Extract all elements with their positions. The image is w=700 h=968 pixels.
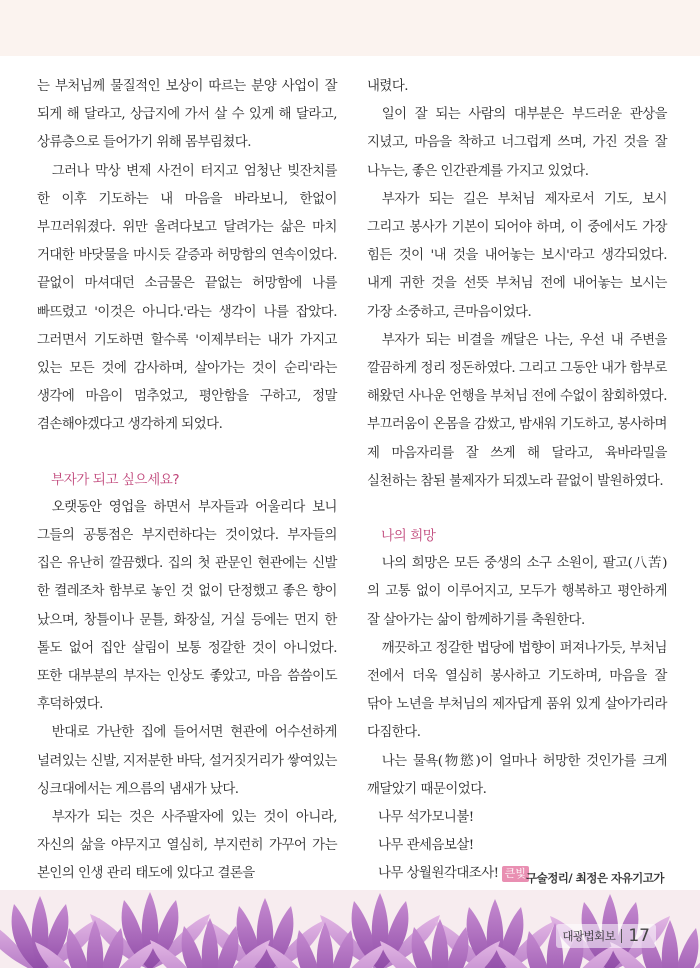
right-paragraph-5: 나의 희망은 모든 중생의 소구 소원이, 팔고(八苦)의 고통 없이 이루어지고, 모두가 행복하고 평안하게 잘 살아가는 삶이 함께하기를 축원한다. bbox=[367, 556, 667, 628]
top-band bbox=[0, 0, 700, 56]
right-paragraph-6: 깨끗하고 정갈한 법당에 법향이 퍼져나가듯, 부처님 전에서 더욱 열심히 봉사하고 기도하며, 마음을 잘 닦아 노년을 부처님의 제자답게 품위 있게 살아가리라 다짐한다. bbox=[367, 640, 667, 741]
section-heading-become-rich: 부자가 되고 싶으세요? bbox=[51, 471, 180, 488]
journal-name: 대광법회보 bbox=[562, 929, 616, 943]
big-bright-badge: 큰빛 bbox=[502, 866, 529, 882]
left-paragraph-1: 는 부처님께 물질적인 보상이 따르는 분양 사업이 잘 되게 해 달라고, 상급지에 가서 살 수 있게 해 달라고, 상류층으로 들어가기 위해 몸부림쳤다. bbox=[37, 79, 337, 151]
page-number: 17 bbox=[628, 926, 650, 946]
right-paragraph-4: 부자가 되는 비결을 깨달은 나는, 우선 내 주변을 깔끔하게 정리 정돈하였다. 그리고 그동안 내가 함부로 해왔던 사나운 언행을 부처님 전에 수없이 참회하였다. 부끄러움이 온몸을 감쌌고, 밤새워 기도하고, 봉사하며 제 마음자리를 잘 쓰게 해 달라고, 육바라밀을 실천하는 참된 불제자가 되겠노라 끝없이 발원하였다. bbox=[367, 332, 667, 489]
left-paragraph-4: 반대로 가난한 집에 들어서면 현관에 어수선하게 널려있는 신발, 지저분한 바닥, 설거짓거리가 쌓여있는 싱크대에서는 게으름의 냄새가 났다. bbox=[37, 725, 337, 797]
chant-line-1: 나무 석가모니불! bbox=[378, 810, 474, 826]
left-paragraph-2: 그러나 막상 변제 사건이 터지고 엄청난 빚잔치를 한 이후 기도하는 내 마음을 바라보니, 한없이 부끄러워졌다. 위만 올려다보고 달려가는 삶은 마치 거대한 바닷물을 마시듯 갈증과 허망함의 연속이었다. 끝없이 마셔대던 소금물은 끝없는 허망함에 나를 빠뜨렸고 '이것은 아니다.'라는 생각이 나를 잡았다. 그러면서 기도하면 할수록 '이제부터는 내가 가지고 있는 모든 것에 감사하며, 살아가는 것이 순리'라는 생각에 마음이 멈추었고, 평안함을 구하고, 정말 겸손해야겠다고 생각하게 되었다. bbox=[37, 163, 337, 433]
chant-line-3-text: 나무 상월원각대조사! bbox=[378, 866, 499, 882]
right-paragraph-2: 일이 잘 되는 사람의 대부분은 부드러운 관상을 지녔고, 마음을 착하고 너그럽게 쓰며, 가진 것을 잘 나누는, 좋은 인간관계를 가지고 있었다. bbox=[367, 107, 667, 179]
right-column bbox=[367, 73, 667, 889]
section-heading-my-hope: 나의 희망 bbox=[381, 528, 436, 545]
footer-divider bbox=[621, 929, 622, 943]
chant-line-2: 나무 관세음보살! bbox=[378, 838, 474, 854]
left-paragraph-3: 오랫동안 영업을 하면서 부자들과 어울리다 보니 그들의 공통점은 부지런하다는 것이었다. 부자들의 집은 유난히 깔끔했다. 집의 첫 관문인 현관에는 신발 한 켤레조차 함부로 놓인 것 없이 단정했고 좋은 향이 났으며, 창틀이나 문틀, 화장실, 거실 등에는 먼지 한 톨도 없어 집안 살림이 보통 정갈한 것이 아니었다. 또한 대부분의 부자는 인상도 좋았고, 마음 씀씀이도 후덕하였다. bbox=[37, 499, 337, 713]
left-paragraph-5: 부자가 되는 것은 사주팔자에 있는 것이 아니라, 자신의 삶을 야무지고 열심히, 부지런히 가꾸어 가는 본인의 인생 관리 태도에 있다고 결론을 bbox=[37, 810, 337, 882]
right-paragraph-7: 나는 물욕(物慾)이 얼마나 허망한 것인가를 크게 깨달았기 때문이었다. bbox=[367, 753, 667, 797]
author-credit: 구술정리/ 최정은 자유기고가 bbox=[525, 871, 664, 885]
right-paragraph-3: 부자가 되는 길은 부처님 제자로서 기도, 보시 그리고 봉사가 기본이 되어야 하며, 이 중에서도 가장 힘든 것이 '내 것을 내어놓는 보시'라고 생각되었다. 내게 귀한 것을 선뜻 부처님 전에 내어놓는 보시는 가장 소중하고, 큰마음이었다. bbox=[367, 191, 667, 320]
right-paragraph-1: 내렸다. bbox=[367, 79, 409, 94]
page-footer bbox=[556, 924, 656, 948]
left-column bbox=[37, 73, 337, 889]
